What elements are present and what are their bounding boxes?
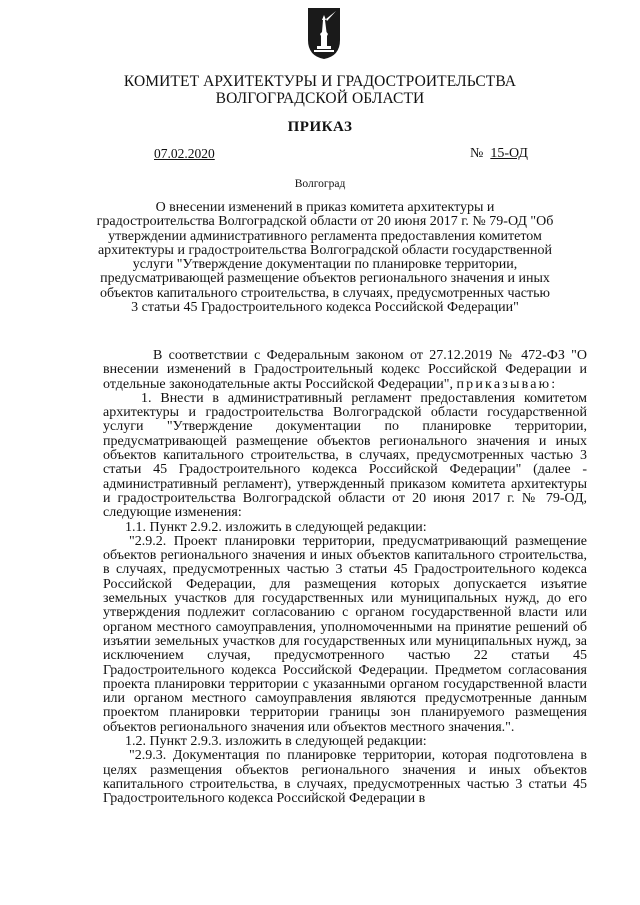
paragraph-item-1: 1. Внести в административный регламент предоставления комитетом архитектуры и градостроительства Волгоградской области государственной услуги "Утверждение документации по планировке территории, предусматривающей размещение объектов регионального значения и иных объектов капитального строительства, в случаях, предусмотренных частью 3 статьи 45 Градостроительного кодекса Российской Федерации" (далее - административный регламент), утвержденный приказом комитета архитектуры и градостроительства Волгоградской области от 20 июня 2017 г. № 79-ОД, следующие изменения:: [103, 390, 587, 521]
document-type: ПРИКАЗ: [287, 119, 353, 135]
paragraph-item-1-2-text: "2.9.3. Документация по планировке территории, которая подготовлена в целях размещения объектов регионального значения и иных объектов капитального строительства, в случаях, предусмотренных частью 3 статьи 45 Градостроительного кодекса Российской Федерации в: [103, 748, 587, 807]
committee-line-1: КОМИТЕТ АРХИТЕКТУРЫ И ГРАДОСТРОИТЕЛЬСТВА: [123, 73, 517, 90]
paragraph-intro: [103, 349, 587, 392]
order-number-value: 15-ОД: [490, 146, 528, 161]
committee-name: [0, 73, 640, 107]
number-sign: №: [470, 146, 484, 161]
city: Волгоград: [294, 178, 346, 190]
paragraph-item-1-2: 1.2. Пункт 2.9.3. изложить в следующей редакции:: [125, 734, 427, 750]
volgograd-coat-of-arms-icon: [306, 6, 342, 60]
paragraph-item-1-1-text: "2.9.2. Проект планировки территории, предусматривающий размещение объектов регионального значения и иных объектов капитального строительства, в случаях, предусмотренных частью 3 статьи 45 Градостроительного кодекса Российской Федерации, для размещения которых допускается изъятие земельных участков для государственных или муниципальных нужд, до его утверждения подлежит согласованию с органом государственной власти или органом местного самоуправления, уполномоченными на принятие решений об изъятии земельных участков для государственных или муниципальных нужд, за исключением случая, предусмотренного частью 22 статьи 45 Градостроительного кодекса Российской Федерации. Предметом согласования проекта планировки территории с указанными органом государственной власти или органом местного самоуправления являются предусмотренные данным проектом планировки территории границы зон планируемого размещения объектов регионального значения или объектов местного значения.".: [103, 533, 587, 735]
order-date: 07.02.2020: [154, 146, 215, 161]
order-subject: О внесении изменений в приказ комитета архитектуры и градостроительства Волгоградской области от 20 июня 2017 г. № 79-ОД "Об утверждении административного регламента предоставления комитетом архитектуры и градостроительства Волгоградской области государственной услуги "Утверждение документации по планировке территории, предусматривающей размещение объектов регионального значения и иных объектов капитального строительства, в случаях, предусмотренных частью 3 статьи 45 Градостроительного кодекса Российской Федерации": [96, 200, 554, 316]
order-body: [103, 349, 587, 807]
orders-word: приказываю:: [456, 376, 558, 392]
order-number: [470, 146, 528, 162]
paragraph-item-1-1: 1.1. Пункт 2.9.2. изложить в следующей редакции:: [125, 519, 427, 535]
intro-text: В соответствии с Федеральным законом от 27.12.2019 № 472-ФЗ "О внесении изменений в Градостроительный кодекс Российской Федерации и отдельные законодательные акты Российской Федерации",: [103, 348, 587, 392]
committee-line-2: ВОЛГОГРАДСКОЙ ОБЛАСТИ: [215, 90, 425, 107]
